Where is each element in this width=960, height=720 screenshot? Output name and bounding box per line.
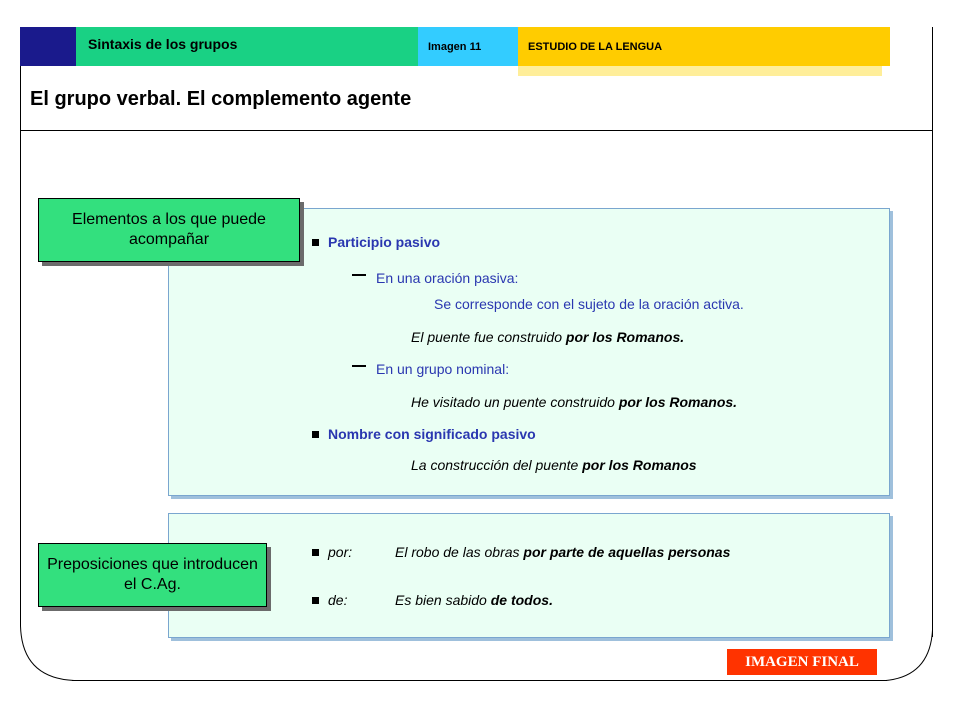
example-bold: por los Romanos. (565, 329, 685, 345)
example-bold: por los Romanos (582, 457, 697, 473)
example-sentence (411, 457, 697, 473)
frame-bottom-border (72, 680, 887, 681)
prep-de-row (312, 592, 347, 608)
prep-label: de: (328, 592, 348, 608)
example-plain: Es bien sabido (395, 592, 491, 608)
item-label: Participio pasivo (328, 234, 441, 250)
header-navy-block (20, 27, 76, 66)
prep-por-row (312, 544, 352, 560)
bullet-square-icon (312, 597, 319, 604)
bullet-square-icon (312, 239, 319, 246)
bullet-square-icon (312, 431, 319, 438)
frame-left-border (20, 66, 21, 626)
header-subject: ESTUDIO DE LA LENGUA (528, 41, 663, 53)
page-title: El grupo verbal. El complemento agente (30, 88, 412, 110)
example-bold: de todos. (490, 592, 553, 608)
example-bold: por parte de aquellas personas (523, 544, 731, 560)
item-label: Nombre con significado pasivo (328, 426, 536, 442)
prep-label: por: (328, 544, 353, 560)
bullet-square-icon (312, 549, 319, 556)
example-plain: El robo de las obras (395, 544, 524, 560)
item-label: En un grupo nominal: (376, 361, 510, 377)
frame-right-border (932, 27, 933, 637)
header-image-label: Imagen 11 (428, 41, 482, 53)
item-grupo-nominal (352, 361, 509, 377)
dash-icon (352, 274, 366, 276)
example-sentence (395, 592, 553, 608)
example-sentence (395, 544, 730, 560)
dash-icon (352, 365, 366, 367)
item-oracion-pasiva (352, 270, 518, 286)
elements-tag: Elementos a los que puede acompañar (38, 198, 300, 262)
header-section-title: Sintaxis de los grupos (88, 36, 238, 52)
example-bold: por los Romanos. (618, 394, 738, 410)
item-participio (312, 234, 440, 250)
example-plain: El puente fue construido (411, 329, 566, 345)
header-shadow-strip (518, 66, 882, 76)
final-image-button[interactable]: IMAGEN FINAL (727, 649, 877, 675)
frame-rounded-corner (20, 620, 80, 682)
item-nombre-pasivo (312, 426, 536, 442)
prepositions-panel (168, 513, 890, 638)
item-label: En una oración pasiva: (376, 270, 519, 286)
example-sentence (411, 394, 737, 410)
example-sentence (411, 329, 684, 345)
example-plain: La construcción del puente (411, 457, 583, 473)
prepositions-tag: Preposiciones que introducen el C.Ag. (38, 543, 267, 607)
example-plain: He visitado un puente construido (411, 394, 619, 410)
title-underline (20, 130, 933, 131)
item-note: Se corresponde con el sujeto de la oración activa. (434, 296, 744, 312)
